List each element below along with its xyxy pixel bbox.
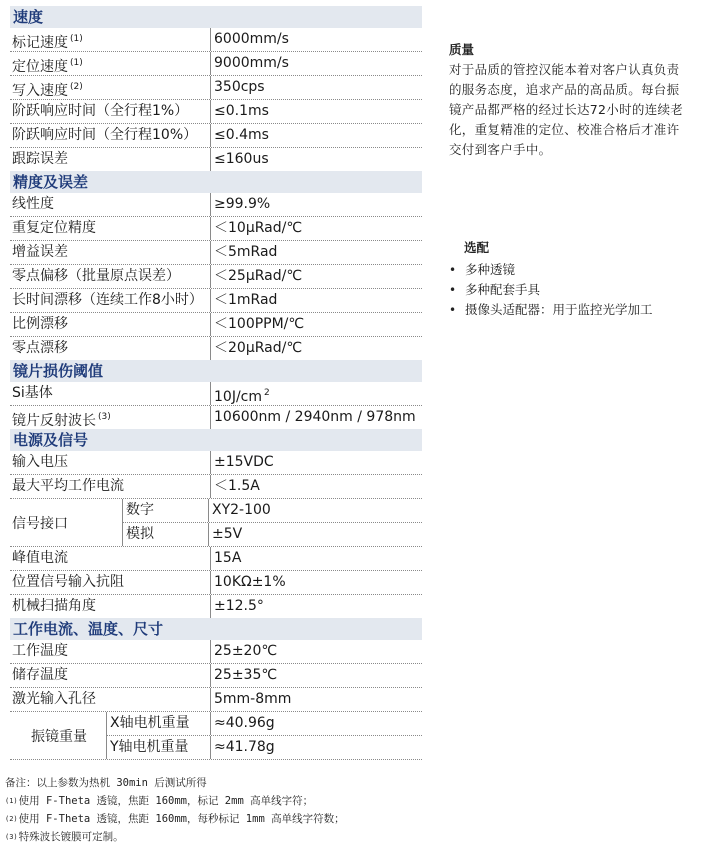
row-value: ±15VDC [210,451,422,474]
table-row [10,547,422,571]
row-label: 阶跃响应时间（全行程1%） [12,103,189,119]
row-label: 机械扫描角度 [12,598,96,614]
bullet-icon: • [449,263,457,277]
options-block [449,238,699,320]
footnotes [5,774,605,846]
list-item: • 多种配套手具 [449,280,699,300]
row-value: ＜20μRad/℃ [210,337,422,360]
row-value: ＜5mRad [210,241,422,264]
table-row [10,688,422,712]
row-label: 峰值电流 [12,550,68,566]
row-value: 6000mm/s [210,28,422,51]
table-row [10,595,422,618]
galvo-weight-group [10,712,422,760]
section-header-power-signal: 电源及信号 [10,429,422,451]
group-label: 振镜重量 [31,728,87,745]
footnote-2: (2)使用 F-Theta 透镜，焦距 160mm，每秒标记 1mm 高单线字符数； [5,813,345,825]
row-value: ＜1mRad [210,289,422,312]
row-label: 标记速度 $^{(1)}$ [12,34,83,51]
spec-table [10,6,422,760]
row-label: 零点偏移（批量原点误差） [12,268,180,284]
sub-row [106,712,422,736]
table-row [10,382,422,406]
footnote-mark: (1) [70,34,83,44]
superscript: 2 [264,388,270,398]
sub-row [122,523,422,546]
row-value: ≤160us [210,148,422,171]
row-label: 重复定位精度 [12,220,96,236]
row-label: 位置信号输入抗阻 [12,574,124,590]
list-item: • 摄像头适配器：用于监控光学加工 [449,300,699,320]
sub-row-label: Y轴电机重量 [106,736,210,759]
group-label: 信号接口 [12,515,68,532]
bullet-icon: • [449,303,457,317]
footnote-mark: (1) [70,58,83,68]
list-item: • 多种透镜 [449,260,699,280]
row-label: 激光输入孔径 [12,691,96,707]
row-label: 定位速度 $^{(1)}$ [12,58,83,75]
table-row [10,124,422,148]
row-value: ±12.5° [210,595,422,618]
table-row [10,28,422,52]
row-label: 输入电压 [12,454,68,470]
table-row [10,337,422,360]
sub-row-value: ≈41.78g [210,736,422,759]
sub-row-value: ≈40.96g [210,712,422,735]
row-label: 长时间漂移（连续工作8小时） [12,292,203,308]
footnote-main: 备注：以上参数为热机 30min 后测试所得 [5,777,207,789]
section-header-speed: 速度 [10,6,422,28]
row-value: ＜10μRad/℃ [210,217,422,240]
row-label: 比例漂移 [12,316,68,332]
table-row [10,313,422,337]
row-value: 25±20℃ [210,640,422,663]
row-value: ＜100PPM/℃ [210,313,422,336]
footnote-mark: (3) [98,412,111,422]
quality-text: 对于品质的管控汉能本着对客户认真负责的服务态度，追求产品的高品质。每台振镜产品都严格的经过长达72小时的连续老化，重复精准的定位、校准合格后才准许交付到客户手中。 [449,62,684,157]
table-row [10,451,422,475]
row-label: 零点漂移 [12,340,68,356]
table-row [10,241,422,265]
row-label: 跟踪误差 [12,151,68,167]
table-row [10,76,422,100]
table-row [10,148,422,171]
row-value: 10600nm / 2940nm / 978nm [210,406,422,429]
row-label: 线性度 [12,196,54,212]
options-title: 选配 [464,240,490,255]
sub-row-value: XY2-100 [208,499,422,522]
footnote-3: (3)特殊波长镀膜可定制。 [5,831,124,843]
footnote-1: (1)使用 F-Theta 透镜，焦距 160mm，标记 2mm 高单线字符； [5,795,314,807]
table-row [10,100,422,124]
quality-title: 质量 [449,42,475,57]
table-row [10,265,422,289]
sub-row-label: 数字 [122,499,208,522]
table-row [10,571,422,595]
row-value: 10J/cm $^2$ [210,382,422,405]
section-header-damage-threshold: 镜片损伤阈值 [10,360,422,382]
table-row [10,640,422,664]
row-value: 15A [210,547,422,570]
row-value: 5mm-8mm [210,688,422,711]
table-row [10,52,422,76]
section-header-environment: 工作电流、温度、尺寸 [10,618,422,640]
row-value: 350cps [210,76,422,99]
row-label: 增益误差 [12,244,68,260]
row-label: 阶跃响应时间（全行程10%） [12,127,198,143]
row-value: 25±35℃ [210,664,422,687]
row-label: 最大平均工作电流 [12,478,124,494]
sub-row-value: ±5V [208,523,422,546]
signal-interface-group [10,499,422,547]
row-value: ＜1.5A [210,475,422,498]
row-label: 镜片反射波长 $^{(3)}$ [12,412,111,429]
row-value: 10KΩ±1% [210,571,422,594]
sub-row [106,736,422,759]
table-row [10,193,422,217]
section-header-accuracy: 精度及误差 [10,171,422,193]
row-value: ≤0.1ms [210,100,422,123]
table-row [10,664,422,688]
sub-row-label: 模拟 [122,523,208,546]
quality-block [449,40,685,160]
table-row [10,217,422,241]
row-value: ≤0.4ms [210,124,422,147]
table-row [10,475,422,499]
row-value: ≥99.9% [210,193,422,216]
row-value: 9000mm/s [210,52,422,75]
row-label: 储存温度 [12,667,68,683]
row-value: ＜25μRad/℃ [210,265,422,288]
sub-row [122,499,422,523]
sub-row-label: X轴电机重量 [106,712,210,735]
row-label: 工作温度 [12,643,68,659]
footnote-mark: (2) [70,82,83,92]
row-label: Si基体 [12,385,53,401]
bullet-icon: • [449,283,457,297]
row-label: 写入速度 $^{(2)}$ [12,82,83,99]
table-row [10,406,422,429]
table-row [10,289,422,313]
